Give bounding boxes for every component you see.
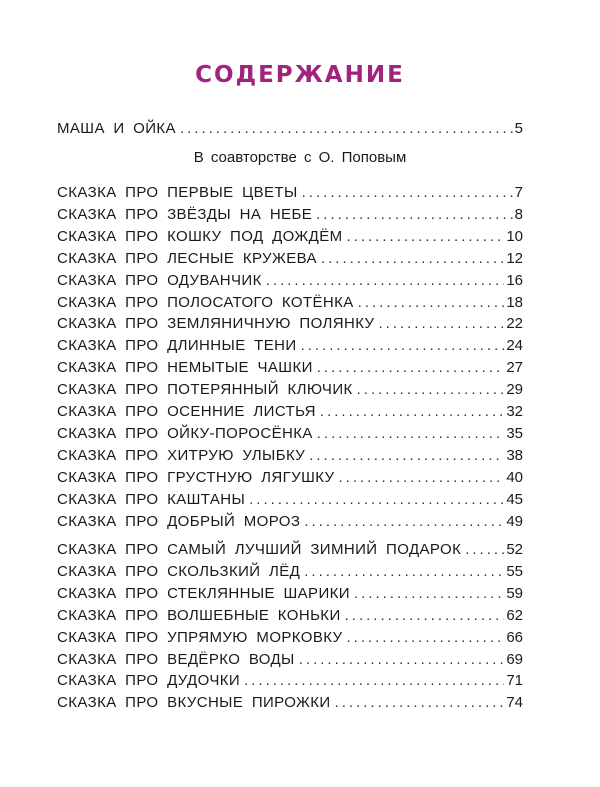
toc-entry <box>57 443 523 465</box>
toc-entry-title: СКАЗКА ПРО ВЕДЁРКО ВОДЫ <box>57 650 295 668</box>
page-title: СОДЕРЖАНИЕ <box>195 62 405 88</box>
dot-leader <box>317 359 505 377</box>
toc-entry-page: 62 <box>506 606 523 624</box>
dot-leader <box>317 425 505 443</box>
toc-entry <box>57 377 523 399</box>
toc-entry-title: СКАЗКА ПРО КОШКУ ПОД ДОЖДЁМ <box>57 227 343 245</box>
toc-entry-title: СКАЗКА ПРО ЗВЁЗДЫ НА НЕБЕ <box>57 205 313 223</box>
dot-leader <box>304 513 504 531</box>
toc-entry <box>57 180 523 202</box>
dot-leader <box>309 447 504 465</box>
dot-leader <box>321 250 504 268</box>
toc-entry-title: СКАЗКА ПРО ВКУСНЫЕ ПИРОЖКИ <box>57 694 331 712</box>
dot-leader <box>302 184 513 202</box>
toc-entry-title: СКАЗКА ПРО САМЫЙ ЛУЧШИЙ ЗИМНИЙ ПОДАРОК <box>57 541 462 558</box>
dot-leader <box>335 694 505 712</box>
toc-entry <box>57 224 523 246</box>
toc-entry <box>57 421 523 443</box>
dot-leader <box>244 672 504 690</box>
toc-entry-page: 45 <box>506 490 523 508</box>
dot-leader <box>316 206 513 224</box>
dot-leader <box>249 491 504 509</box>
toc-entry-page: 66 <box>506 628 523 646</box>
toc-entry-title: СКАЗКА ПРО ДОБРЫЙ МОРОЗ <box>57 512 301 530</box>
dot-leader <box>266 272 505 290</box>
toc-entry <box>57 333 523 355</box>
toc-entry <box>57 603 523 625</box>
toc-entry-title: СКАЗКА ПРО НЕМЫТЫЕ ЧАШКИ <box>57 359 313 377</box>
dot-leader <box>378 315 504 333</box>
dot-leader <box>354 585 504 603</box>
toc-entry-page: 49 <box>506 512 523 530</box>
toc-entry <box>57 268 523 290</box>
toc-entry-title: СКАЗКА ПРО ДУДОЧКИ <box>57 672 241 690</box>
toc-entry-page: 55 <box>506 562 523 580</box>
toc-entry-title: СКАЗКА ПРО ОЙКУ-ПОРОСЁНКА <box>57 424 313 442</box>
dot-leader <box>339 469 505 487</box>
toc-entry-page: 22 <box>506 315 523 333</box>
toc-entry-page: 29 <box>506 381 523 399</box>
toc-entry <box>57 465 523 487</box>
toc-entry <box>57 202 523 224</box>
dot-leader <box>347 228 505 246</box>
dot-leader <box>465 541 504 559</box>
toc-entry-title: СКАЗКА ПРО ХИТРУЮ УЛЫБКУ <box>57 446 306 464</box>
dot-leader <box>320 403 504 421</box>
toc-entry-page: 32 <box>506 403 523 420</box>
toc-entry-title: СКАЗКА ПРО ЛЕСНЫЕ КРУЖЕВА <box>57 249 317 267</box>
toc-entry <box>57 399 523 421</box>
toc-entry-page: 10 <box>506 227 523 245</box>
toc-entry-title: СКАЗКА ПРО ГРУСТНУЮ ЛЯГУШКУ <box>57 468 335 486</box>
toc-entry-title: СКАЗКА ПРО ВОЛШЕБНЫЕ КОНЬКИ <box>57 606 341 624</box>
toc-entry-page: 7 <box>514 184 523 201</box>
toc-entry <box>57 559 523 581</box>
toc-entry-title: МАША И ОЙКА <box>57 120 176 137</box>
toc-entry <box>57 668 523 690</box>
coauthor-note: В соавторстве с О. Поповым <box>193 149 407 166</box>
toc-entry-page: 16 <box>506 271 523 289</box>
toc-entry-page: 71 <box>506 672 523 690</box>
toc-entry <box>57 355 523 377</box>
toc-entry-page: 35 <box>506 424 523 442</box>
toc-entry <box>57 311 523 333</box>
toc-entry-title: СКАЗКА ПРО СКОЛЬЗКИЙ ЛЁД <box>57 562 301 580</box>
toc-entry <box>57 537 523 559</box>
toc-entry-title: СКАЗКА ПРО ОДУВАНЧИК <box>57 271 262 289</box>
toc-entry-title: СКАЗКА ПРО ПОЛОСАТОГО КОТЁНКА <box>57 293 354 311</box>
toc-entry-title: СКАЗКА ПРО ЗЕМЛЯНИЧНУЮ ПОЛЯНКУ <box>57 315 375 333</box>
toc-entry-page: 24 <box>506 337 523 355</box>
toc-entry-page: 18 <box>506 293 523 311</box>
dot-leader <box>180 120 513 138</box>
toc-entry-title: СКАЗКА ПРО ПЕРВЫЕ ЦВЕТЫ <box>57 184 298 201</box>
dot-leader <box>304 563 504 581</box>
toc-entry-page: 12 <box>506 249 523 267</box>
toc-entry <box>57 246 523 268</box>
toc-entry-title: СКАЗКА ПРО СТЕКЛЯННЫЕ ШАРИКИ <box>57 584 350 602</box>
toc-entry-page: 40 <box>506 468 523 486</box>
dot-leader <box>299 651 505 669</box>
toc-entry <box>57 509 523 531</box>
toc-entry-title: СКАЗКА ПРО КАШТАНЫ <box>57 490 246 508</box>
toc-entry-title: СКАЗКА ПРО ОСЕННИЕ ЛИСТЬЯ <box>57 403 316 420</box>
toc-entry <box>57 290 523 312</box>
toc-entry <box>57 690 523 712</box>
toc-entry-page: 27 <box>506 359 523 377</box>
toc-entry <box>57 647 523 669</box>
dot-leader <box>346 629 504 647</box>
toc-entry-page: 5 <box>514 120 523 137</box>
toc-entry-page: 38 <box>506 446 523 464</box>
toc-entry <box>57 581 523 603</box>
dot-leader <box>357 381 505 399</box>
toc-entry-title: СКАЗКА ПРО ПОТЕРЯННЫЙ КЛЮЧИК <box>57 381 353 399</box>
dot-leader <box>345 607 505 625</box>
toc-entry-title: СКАЗКА ПРО УПРЯМУЮ МОРКОВКУ <box>57 628 343 646</box>
toc-entry <box>57 116 523 138</box>
toc-entry <box>57 487 523 509</box>
dot-leader <box>301 337 505 355</box>
toc-entry-page: 69 <box>506 650 523 668</box>
toc-entry-page: 52 <box>506 541 523 558</box>
toc-entry-page: 74 <box>506 694 523 712</box>
toc-entry-title: СКАЗКА ПРО ДЛИННЫЕ ТЕНИ <box>57 337 297 355</box>
dot-leader <box>358 294 505 312</box>
toc-entry-page: 59 <box>506 584 523 602</box>
toc-entry <box>57 625 523 647</box>
toc-entry-page: 8 <box>514 205 523 223</box>
